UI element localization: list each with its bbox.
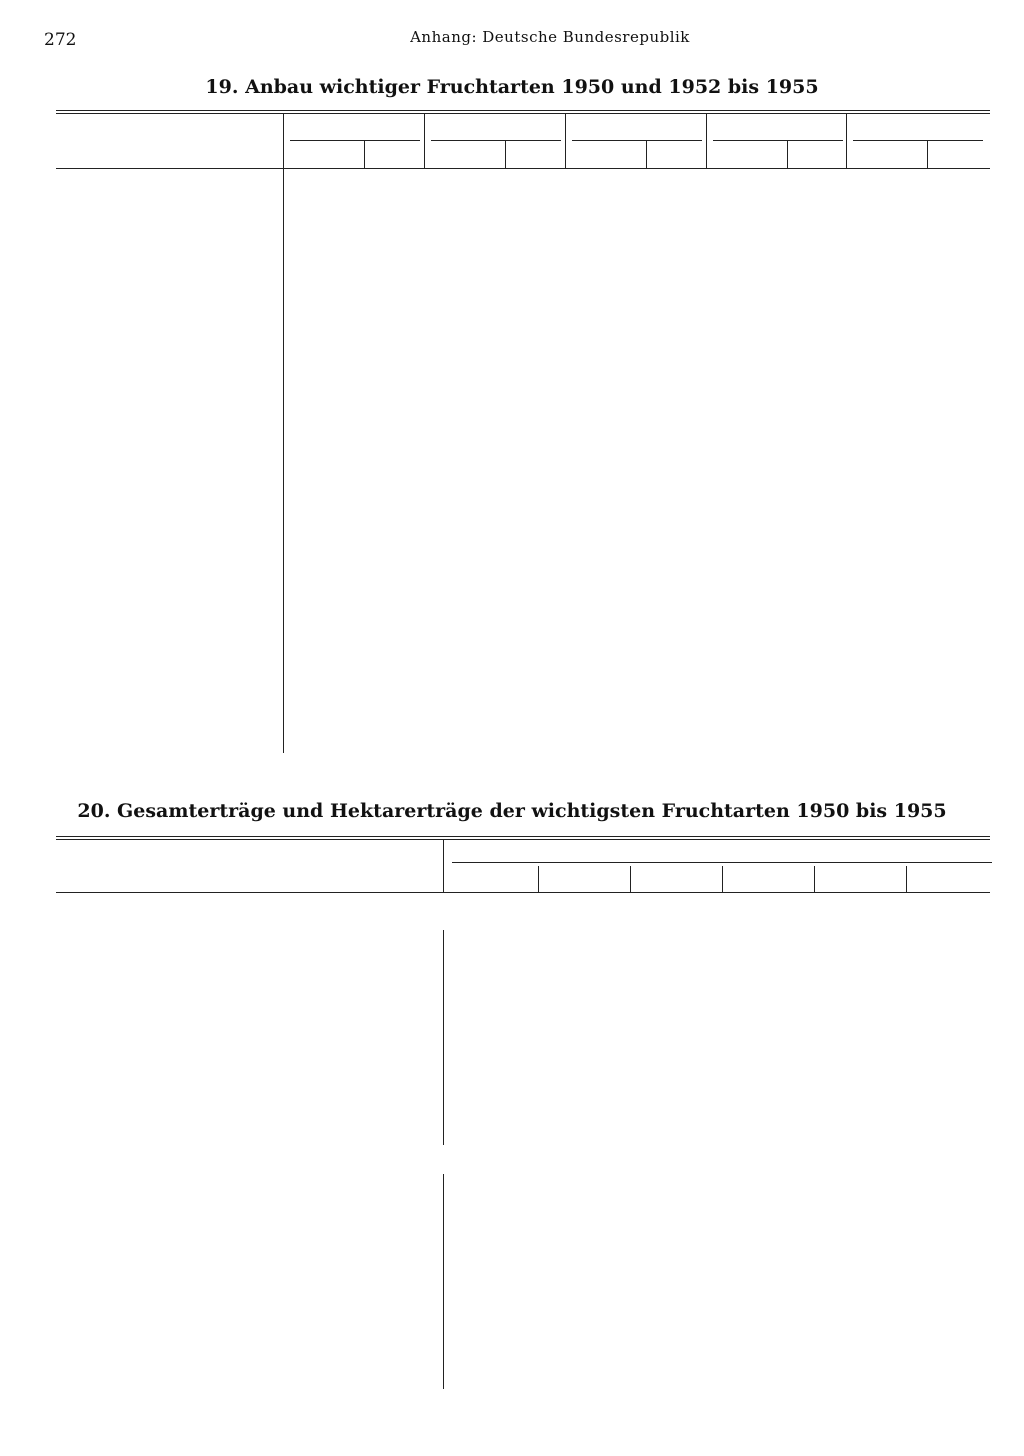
table-19-title: 19. Anbau wichtiger Fruchtarten 1950 und 1952 bis 1955 [205, 76, 819, 98]
table-row [0, 258, 1024, 273]
table-row [0, 699, 1024, 714]
table-row [0, 243, 1024, 258]
table-row [0, 640, 1024, 655]
table-row [0, 583, 1024, 598]
table-row [0, 966, 1024, 981]
table-row [0, 302, 1024, 317]
top-rule-2 [56, 839, 990, 840]
year-divider [814, 866, 815, 892]
table-row [0, 1197, 1024, 1212]
top-rule [56, 110, 990, 111]
table-row [0, 209, 1024, 224]
year-divider [424, 113, 425, 168]
year-divider [906, 866, 907, 892]
table-row [0, 418, 1024, 433]
table-row [0, 374, 1024, 389]
table-row [0, 522, 1024, 537]
year-divider [565, 113, 566, 168]
table-row [0, 194, 1024, 209]
table-row [0, 403, 1024, 418]
table-row [0, 1226, 1024, 1241]
table-row [0, 287, 1024, 302]
top-rule [56, 836, 990, 837]
year-divider [706, 113, 707, 168]
spacer [56, 753, 990, 754]
year-divider [538, 866, 539, 892]
table-20-title: 20. Gesamterträge und Hektarerträge der wichtigsten Fruchtarten 1950 bis 1955 [77, 800, 947, 822]
table-row [0, 1298, 1024, 1313]
table-row [0, 1126, 1024, 1141]
table-row [0, 1068, 1024, 1083]
table-row [0, 447, 1024, 462]
year-underline [572, 140, 702, 141]
table-row [0, 345, 1024, 360]
table-row [0, 1010, 1024, 1025]
table-row [0, 743, 1024, 758]
year-underline [713, 140, 843, 141]
table-row [0, 1313, 1024, 1328]
table-row [0, 551, 1024, 566]
label-divider [443, 839, 444, 892]
table-row [0, 1284, 1024, 1299]
table-row [0, 1356, 1024, 1371]
header-bottom-rule [56, 168, 990, 169]
table-row [0, 670, 1024, 685]
table-row [0, 606, 1024, 621]
year-divider [630, 866, 631, 892]
table-row [0, 1039, 1024, 1054]
table-row [0, 1327, 1024, 1342]
year-divider [722, 866, 723, 892]
table-row [0, 952, 1024, 967]
year-divider [846, 113, 847, 168]
top-rule-2 [56, 113, 990, 114]
year-underline [431, 140, 561, 141]
table-row [0, 1182, 1024, 1197]
sub-divider [927, 141, 928, 168]
table-row [0, 995, 1024, 1010]
table-row [0, 316, 1024, 331]
table-row [0, 981, 1024, 996]
table-row [0, 1342, 1024, 1357]
sub-divider [364, 141, 365, 168]
table-row [0, 1240, 1024, 1255]
table-row [0, 432, 1024, 447]
group-underline [452, 862, 992, 863]
table-row [0, 566, 1024, 581]
table-row [0, 1024, 1024, 1039]
table-row [0, 537, 1024, 552]
sub-divider [505, 141, 506, 168]
table-row [0, 1111, 1024, 1126]
table-row [0, 1097, 1024, 1112]
table-row [0, 1211, 1024, 1226]
table-row [0, 1082, 1024, 1097]
table-row [0, 1371, 1024, 1386]
running-head: Anhang: Deutsche Bundesrepublik [410, 28, 690, 46]
sub-divider [787, 141, 788, 168]
table-row [0, 389, 1024, 404]
year-divider [283, 113, 284, 168]
table-row [0, 478, 1024, 493]
table-row [0, 1255, 1024, 1270]
table-row [0, 1053, 1024, 1068]
header-bottom-rule [56, 892, 990, 893]
table-row [0, 684, 1024, 699]
table-row [0, 224, 1024, 239]
page-number: 272 [44, 30, 77, 50]
table-row [0, 331, 1024, 346]
year-underline [853, 140, 983, 141]
table-row [0, 714, 1024, 729]
table-row [0, 655, 1024, 670]
table-row [0, 497, 1024, 512]
table-row [0, 728, 1024, 743]
table-row [0, 937, 1024, 952]
table-row [0, 273, 1024, 288]
table-row [0, 180, 1024, 195]
table-row [0, 1269, 1024, 1284]
sub-divider [646, 141, 647, 168]
year-underline [290, 140, 420, 141]
table-row [0, 360, 1024, 375]
